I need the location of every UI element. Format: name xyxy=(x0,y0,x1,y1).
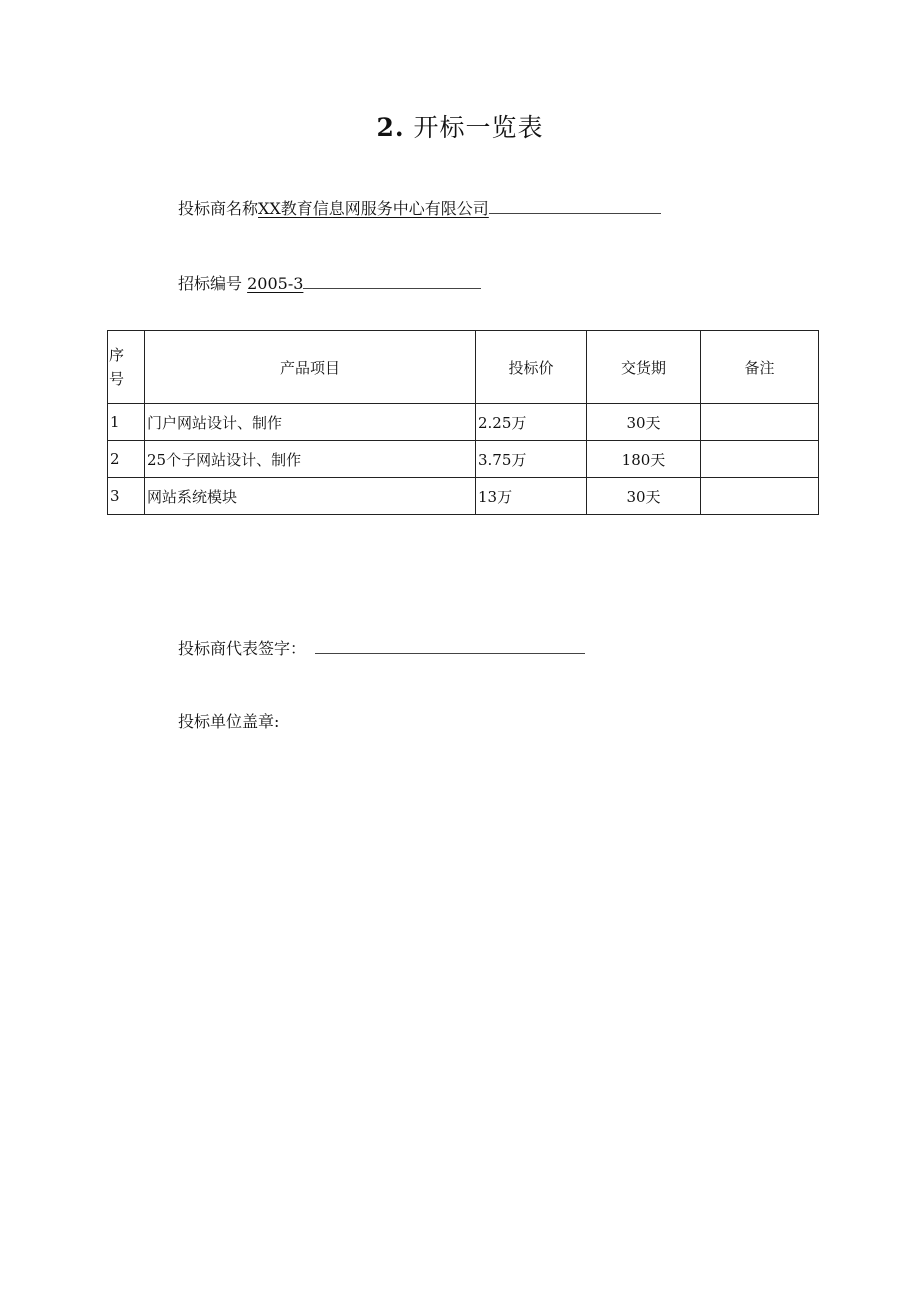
signature-label: 投标商代表签字： xyxy=(178,639,307,658)
signature-blank xyxy=(315,639,585,654)
row-product: 网站系统模块 xyxy=(145,478,476,515)
header-remark: 备注 xyxy=(701,331,819,404)
title-number: 2. xyxy=(376,113,405,142)
row-remark xyxy=(701,478,819,515)
seal-label: 投标单位盖章: xyxy=(178,712,280,731)
bid-number-blank xyxy=(303,274,481,289)
row-product: 门户网站设计、制作 xyxy=(145,404,476,441)
table-header-row xyxy=(108,331,819,404)
bidder-name-label: 投标商名称 xyxy=(178,199,259,218)
title-text: 开标一览表 xyxy=(413,113,544,142)
header-price: 投标价 xyxy=(476,331,587,404)
bid-number-line xyxy=(178,271,481,294)
row-remark xyxy=(701,441,819,478)
row-product: 25个子网站设计、制作 xyxy=(145,441,476,478)
seal-line xyxy=(178,709,279,732)
header-seq-top: 序 xyxy=(109,346,125,364)
table-row xyxy=(108,404,819,441)
bid-table xyxy=(107,330,819,515)
bidder-name-value: XX教育信息网服务中心有限公司 xyxy=(258,199,489,218)
bidder-name-line xyxy=(178,196,661,219)
row-price: 13万 xyxy=(476,478,587,515)
row-seq: 1 xyxy=(108,404,145,441)
row-delivery: 30天 xyxy=(587,404,701,441)
row-price: 2.25万 xyxy=(476,404,587,441)
header-seq xyxy=(108,331,145,404)
signature-line xyxy=(178,636,585,659)
row-remark xyxy=(701,404,819,441)
row-delivery: 180天 xyxy=(587,441,701,478)
header-delivery: 交货期 xyxy=(587,331,701,404)
header-product: 产品项目 xyxy=(145,331,476,404)
header-seq-bottom: 号 xyxy=(109,370,125,388)
page-title xyxy=(0,108,920,144)
bid-number-value: 2005-3 xyxy=(247,274,304,293)
bid-number-label: 招标编号 xyxy=(178,274,243,293)
row-price: 3.75万 xyxy=(476,441,587,478)
bidder-name-blank xyxy=(489,199,661,214)
row-seq: 2 xyxy=(108,441,145,478)
table-row xyxy=(108,478,819,515)
row-seq: 3 xyxy=(108,478,145,515)
table-row xyxy=(108,441,819,478)
row-delivery: 30天 xyxy=(587,478,701,515)
